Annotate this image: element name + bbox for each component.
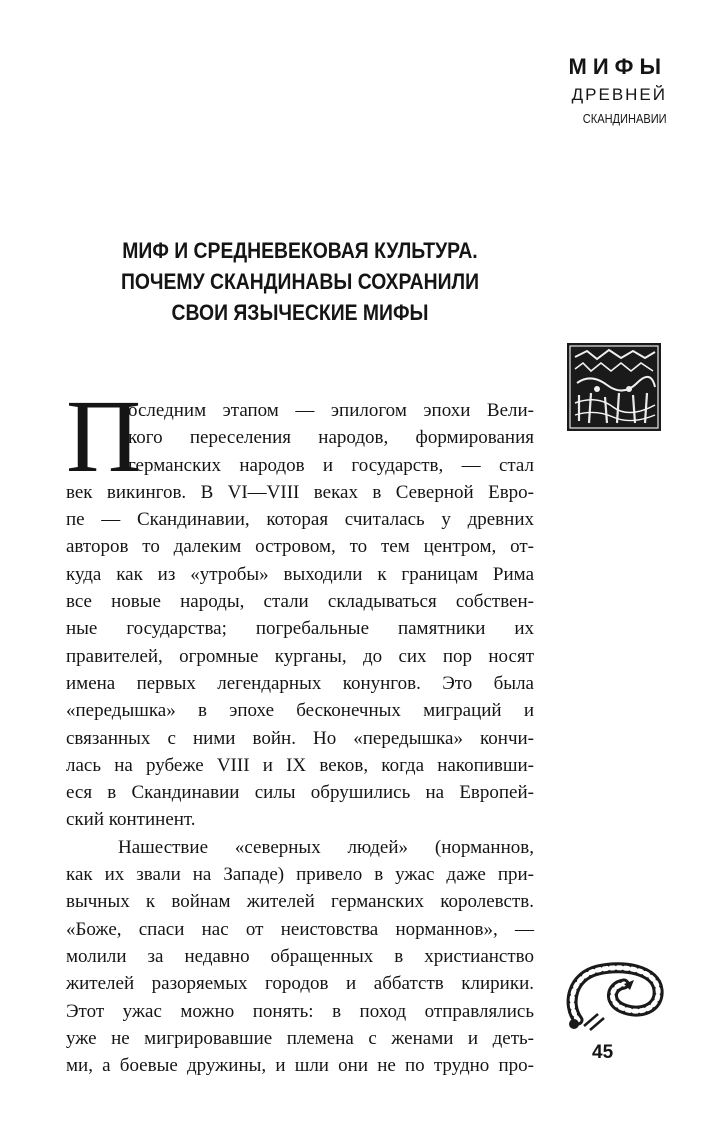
text-line: молили за недавно обращенных в христианство xyxy=(66,945,534,967)
text-line: все новые народы, стали складываться собствен- xyxy=(66,591,534,613)
body-text xyxy=(66,379,534,1079)
text-line: ные государства; погребальные памятники их xyxy=(66,618,534,640)
text-line: пе — Скандинавии, которая считалась у древних xyxy=(66,509,534,531)
rune-serpent-icon xyxy=(564,960,666,1032)
text-line: германских народов и государств, — стал xyxy=(128,454,534,476)
page-number: 45 xyxy=(592,1042,614,1063)
chapter-title-line: ПОЧЕМУ СКАНДИНАВЫ СОХРАНИЛИ xyxy=(120,269,480,294)
running-head xyxy=(568,52,667,130)
carved-panel-icon xyxy=(567,343,661,431)
text-line: кого переселения народов, формирования xyxy=(128,427,534,449)
text-line: вычных к войнам жителей германских королевств. xyxy=(66,891,534,913)
text-line: куда как из «утробы» выходили к границам Рима xyxy=(66,563,534,585)
text-line: имена первых легендарных конунгов. Это была xyxy=(66,672,534,694)
chapter-title xyxy=(98,235,503,328)
text-line: еся в Скандинавии силы обрушились на Европей- xyxy=(66,782,534,804)
text-line: лась на рубеже VIII и IX веков, когда накопивши- xyxy=(66,754,534,776)
drop-cap: П xyxy=(66,379,142,494)
text-line: оследним этапом — эпилогом эпохи Вели- xyxy=(128,400,534,421)
running-head-subtitle: ДРЕВНЕЙ xyxy=(571,85,667,104)
text-line: ский континент. xyxy=(66,809,196,831)
text-line: «передышка» в эпохе бесконечных миграций и xyxy=(66,700,534,722)
text-line: ми, а боевые дружины, и шли они не по трудно про- xyxy=(66,1055,534,1077)
text-line: Этот ужас можно понять: в поход отправлялись xyxy=(66,1000,534,1022)
text-line: авторов то далеким островом, то тем центром, от- xyxy=(66,536,534,558)
running-head-subtitle-2: СКАНДИНАВИИ xyxy=(583,111,667,126)
chapter-title-line: СВОИ ЯЗЫЧЕСКИЕ МИФЫ xyxy=(171,300,429,325)
text-line: Нашествие «северных людей» (норманнов, xyxy=(118,836,534,858)
text-line: век викингов. В VI—VIII веках в Северной Евро- xyxy=(66,481,534,503)
text-line: «Боже, спаси нас от неистовства норманнов», — xyxy=(66,918,534,940)
text-line: связанных с ними войн. Но «передышка» кончи- xyxy=(66,727,534,749)
running-head-title: МИФЫ xyxy=(568,54,667,79)
text-line: правителей, огромные курганы, до сих пор носят xyxy=(66,645,534,667)
text-line: уже не мигрировавшие племена с женами и деть- xyxy=(66,1027,534,1049)
chapter-title-line: МИФ И СРЕДНЕВЕКОВАЯ КУЛЬТУРА. xyxy=(122,238,478,263)
text-line: жителей разоряемых городов и аббатств клирики. xyxy=(66,973,534,995)
text-line: как их звали на Западе) привело в ужас даже при- xyxy=(66,864,534,886)
